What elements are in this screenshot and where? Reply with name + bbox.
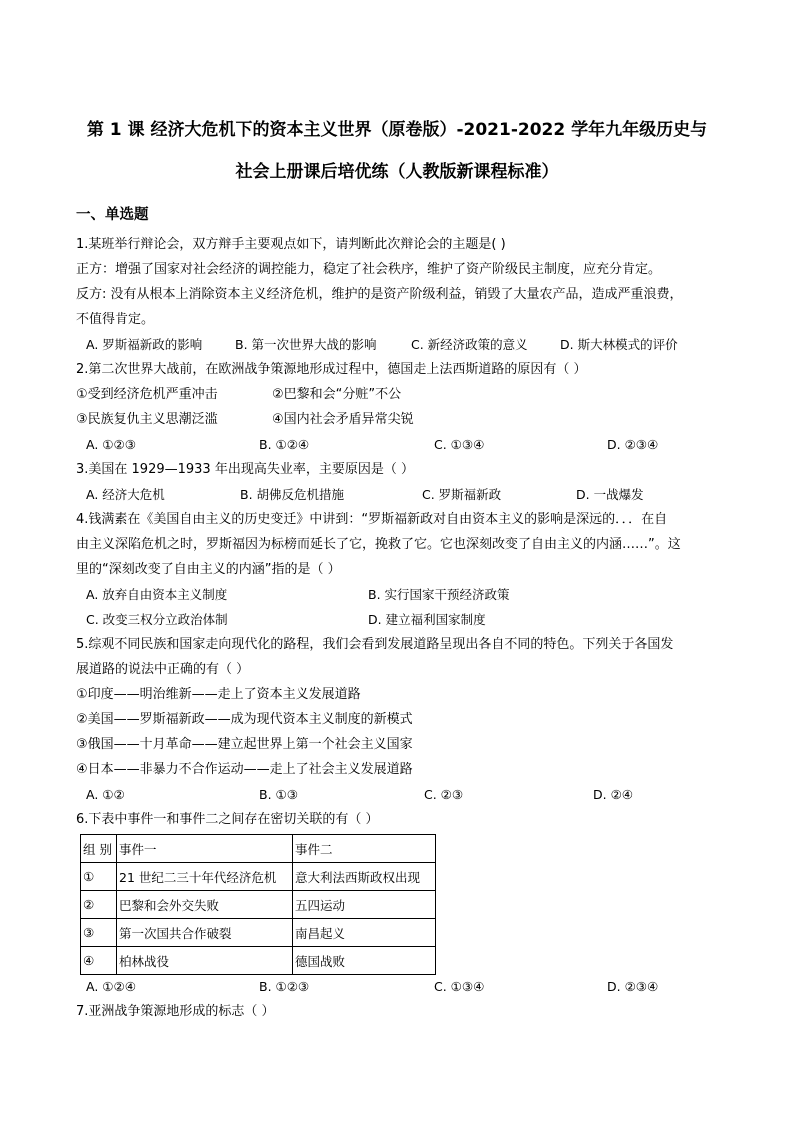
table-row	[81, 863, 436, 891]
question-5-option-b[interactable]: B. ①③	[259, 787, 298, 802]
question-3-option-c[interactable]: C. 罗斯福新政	[422, 487, 502, 502]
question-3-option-b[interactable]: B. 胡佛反危机措施	[240, 487, 345, 502]
question-1-negative-cont: 不值得肯定。	[76, 312, 155, 327]
question-2-option-d[interactable]: D. ②③④	[607, 437, 659, 452]
table-cell: 柏林战役	[117, 947, 293, 975]
table-row	[81, 891, 436, 919]
question-5-stem-cont: 展道路的说法中正确的有（ ）	[76, 662, 250, 677]
question-6-option-d[interactable]: D. ②③④	[607, 979, 659, 994]
question-2-option-c[interactable]: C. ①③④	[434, 437, 485, 452]
table-row	[81, 919, 436, 947]
table-cell: 意大利法西斯政权出现	[293, 863, 436, 891]
question-4-option-b[interactable]: B. 实行国家干预经济政策	[368, 587, 510, 602]
question-1-option-d[interactable]: D. 斯大林模式的评价	[560, 337, 678, 352]
question-5-item-3: ③俄国——十月革命——建立起世界上第一个社会主义国家	[76, 737, 413, 752]
question-1-affirmative: 正方：增强了国家对社会经济的调控能力，稳定了社会秩序，维护了资产阶级民主制度，应充分肯定。	[76, 262, 662, 277]
question-6-option-c[interactable]: C. ①③④	[434, 979, 485, 994]
question-2-item-1: ①受到经济危机严重冲击	[76, 387, 218, 402]
question-1-negative: 反方: 没有从根本上消除资本主义经济危机，维护的是资产阶级利益，销毁了大量农产品，造成严重浪费，	[76, 287, 683, 302]
question-3-stem: 3.美国在 1929—1933 年出现高失业率，主要原因是（ ）	[76, 462, 414, 477]
question-3-option-a[interactable]: A. 经济大危机	[86, 487, 165, 502]
question-5-item-2: ②美国——罗斯福新政——成为现代资本主义制度的新模式	[76, 712, 413, 727]
question-6-option-a[interactable]: A. ①②④	[86, 979, 136, 994]
table-cell: 巴黎和会外交失败	[117, 891, 293, 919]
table-cell: 21 世纪二三十年代经济危机	[117, 863, 293, 891]
question-5-stem: 5.综观不同民族和国家走向现代化的路程，我们会看到发展道路呈现出各自不同的特色。下列关于各国发	[76, 637, 674, 652]
question-4-option-a[interactable]: A. 放弃自由资本主义制度	[86, 587, 228, 602]
document-title-line-2: 社会上册课后培优练（人教版新课程标准）	[235, 162, 559, 182]
question-4-stem-cont-2: 里的“深刻改变了自由主义的内涵”指的是（ ）	[76, 562, 341, 577]
question-2-option-a[interactable]: A. ①②③	[86, 437, 136, 452]
question-4-option-d[interactable]: D. 建立福利国家制度	[368, 612, 486, 627]
question-5-item-4: ④日本——非暴力不合作运动——走上了社会主义发展道路	[76, 762, 413, 777]
table-cell: 五四运动	[293, 891, 436, 919]
question-5-option-a[interactable]: A. ①②	[86, 787, 125, 802]
question-4-stem: 4.钱满素在《美国自由主义的历史变迁》中讲到：“罗斯福新政对自由资本主义的影响是深远的．．．在自	[76, 512, 668, 527]
question-3-option-d[interactable]: D. 一战爆发	[576, 487, 644, 502]
question-1-stem: 1.某班举行辩论会，双方辩手主要观点如下，请判断此次辩论会的主题是( )	[76, 237, 506, 252]
question-6-stem: 6.下表中事件一和事件二之间存在密切关联的有（ ）	[76, 812, 379, 827]
question-4-stem-cont-1: 由主义深陷危机之时，罗斯福因为标榜而延长了它，挽救了它。它也深刻改变了自由主义的内涵……”。这	[76, 537, 681, 552]
table-cell: 德国战败	[293, 947, 436, 975]
table-cell: 第一次国共合作破裂	[117, 919, 293, 947]
table-cell: ③	[81, 919, 117, 947]
question-2-stem: 2.第二次世界大战前，在欧洲战争策源地形成过程中，德国走上法西斯道路的原因有（ ）	[76, 362, 587, 377]
question-6-option-b[interactable]: B. ①②③	[259, 979, 310, 994]
table-cell: 南昌起义	[293, 919, 436, 947]
question-5-option-d[interactable]: D. ②④	[593, 787, 633, 802]
table-header-cell: 事件一	[117, 835, 293, 863]
document-title-line-1: 第 1 课 经济大危机下的资本主义世界（原卷版）-2021-2022 学年九年级历史与	[86, 120, 708, 140]
question-5-item-1: ①印度——明治维新——走上了资本主义发展道路	[76, 687, 361, 702]
question-2-item-3: ③民族复仇主义思潮泛滥	[76, 412, 218, 427]
question-2-item-2: ②巴黎和会“分赃”不公	[272, 387, 402, 402]
question-2-item-4: ④国内社会矛盾异常尖锐	[272, 412, 414, 427]
table-cell: ①	[81, 863, 117, 891]
question-1-option-a[interactable]: A. 罗斯福新政的影响	[86, 337, 203, 352]
table-header-cell: 事件二	[293, 835, 436, 863]
question-1-option-b[interactable]: B. 第一次世界大战的影响	[235, 337, 377, 352]
question-4-option-c[interactable]: C. 改变三权分立政治体制	[86, 612, 228, 627]
table-row	[81, 947, 436, 975]
question-7-stem: 7.亚洲战争策源地形成的标志（ ）	[76, 1004, 275, 1019]
question-2-option-b[interactable]: B. ①②④	[259, 437, 310, 452]
table-header-row	[81, 835, 436, 863]
events-table	[80, 834, 436, 975]
section-heading: 一、单选题	[76, 207, 149, 223]
table-header-cell: 组 别	[81, 835, 117, 863]
table-cell: ②	[81, 891, 117, 919]
table-cell: ④	[81, 947, 117, 975]
question-5-option-c[interactable]: C. ②③	[424, 787, 464, 802]
question-1-option-c[interactable]: C. 新经济政策的意义	[411, 337, 528, 352]
